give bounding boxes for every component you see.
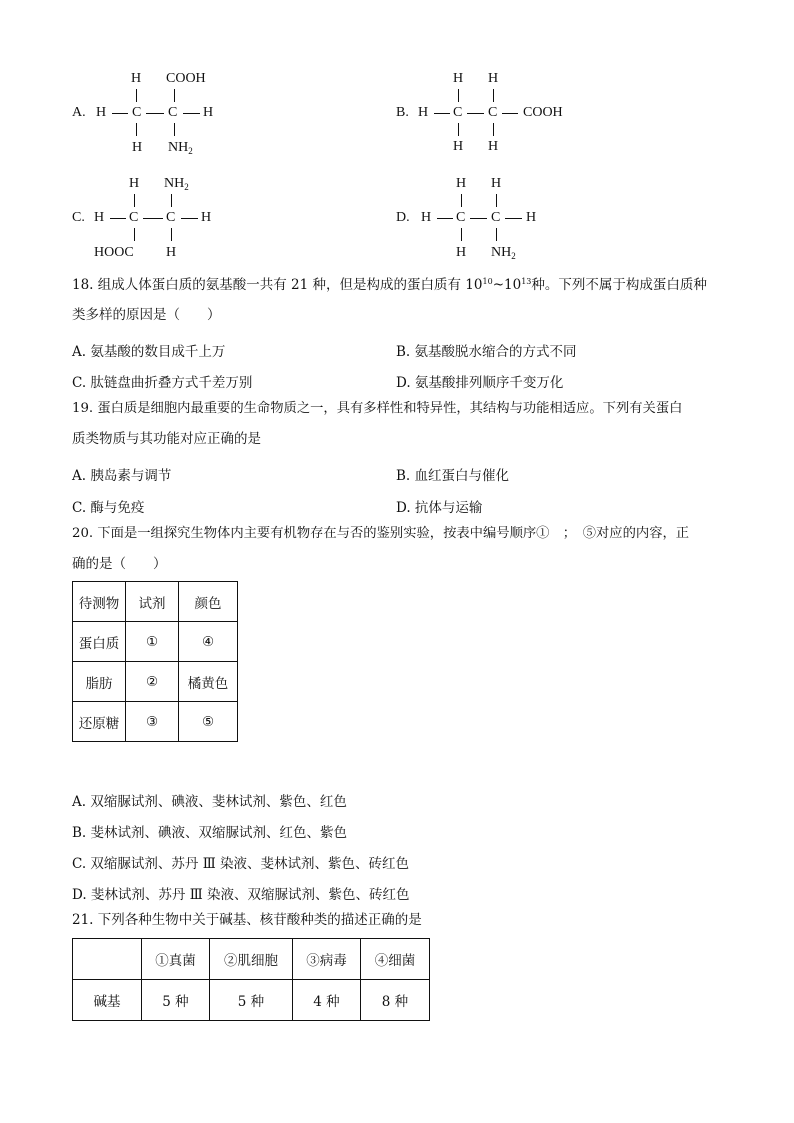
table-header-cell: ④细菌 <box>361 939 430 980</box>
table-cell: ③ <box>126 702 179 742</box>
table-header-cell <box>73 939 142 980</box>
group-hooc: HOOC <box>94 245 134 260</box>
atom-h: H <box>201 210 212 225</box>
atom-c: C <box>166 210 176 225</box>
q20-stem-line1: 20. 下面是一组探究生物体内主要有机物存在与否的鉴别实验，按表中编号顺序① ； ⑤对应的内容，正 <box>72 526 690 541</box>
q20-table <box>72 581 238 742</box>
option-b-label: B. <box>396 105 409 120</box>
q18-stem-line1: 18. 组成人体蛋白质的氨基酸一共有 21 种，但是构成的蛋白质有 $10^{10}\sim 10^{13}$种。下列不属于构成蛋白质种 <box>72 277 707 293</box>
table-cell: 碱基 <box>73 980 142 1021</box>
atom-h: H <box>456 245 467 260</box>
table-cell: ② <box>126 662 179 702</box>
atom-c: C <box>491 210 501 225</box>
atom-h: H <box>129 176 140 191</box>
table-cell: 还原糖 <box>73 702 126 742</box>
atom-c: C <box>488 105 498 120</box>
group-nh2: $NH_2$ <box>168 140 193 156</box>
q18-option-c[interactable]: C. 肽链盘曲折叠方式千差万别 <box>72 375 253 391</box>
atom-h: H <box>94 210 105 225</box>
atom-c: C <box>168 105 178 120</box>
q19-option-d[interactable]: D. 抗体与运输 <box>396 500 483 516</box>
option-d-label: D. <box>396 210 410 225</box>
atom-h: H <box>421 210 432 225</box>
q21-table <box>72 938 430 1021</box>
table-header-cell: ①真菌 <box>142 939 210 980</box>
table-cell: 橘黄色 <box>179 662 238 702</box>
q20-stem-line2: 确的是（ ） <box>72 556 167 572</box>
group-cooh: COOH <box>166 71 206 86</box>
atom-c: C <box>453 105 463 120</box>
table-header-row <box>73 939 430 980</box>
group-cooh: COOH <box>523 105 563 120</box>
atom-h: H <box>491 176 502 191</box>
atom-c: C <box>129 210 139 225</box>
atom-h: H <box>453 71 464 86</box>
q20-option-b[interactable]: B. 斐林试剂、碘液、双缩脲试剂、红色、紫色 <box>72 825 348 841</box>
table-header-cell: 待测物 <box>73 582 126 622</box>
table-header-cell: 颜色 <box>179 582 238 622</box>
table-header-cell: ②肌细胞 <box>210 939 293 980</box>
q19-option-c[interactable]: C. 酶与免疫 <box>72 500 145 516</box>
table-header-row <box>73 582 238 622</box>
q20-option-d[interactable]: D. 斐林试剂、苏丹 Ⅲ 染液、双缩脲试剂、紫色、砖红色 <box>72 887 410 903</box>
table-cell: 脂肪 <box>73 662 126 702</box>
table-cell: 4 种 <box>293 980 361 1021</box>
q19-stem-line1: 19. 蛋白质是细胞内最重要的生命物质之一，具有多样性和特异性，其结构与功能相适应。下列有关蛋白 <box>72 401 683 416</box>
group-nh2: $NH_2$ <box>491 245 516 261</box>
atom-h: H <box>132 140 143 155</box>
option-a-label: A. <box>72 105 86 120</box>
q17-option-d-structure[interactable] <box>396 173 566 265</box>
q19-option-a[interactable]: A. 胰岛素与调节 <box>72 468 172 484</box>
q21-stem-line1: 21. 下列各种生物中关于碱基、核苷酸种类的描述正确的是 <box>72 912 422 928</box>
q19-option-b[interactable]: B. 血红蛋白与催化 <box>396 468 510 484</box>
group-nh2: $NH_2$ <box>164 176 189 192</box>
table-cell: ④ <box>179 622 238 662</box>
table-cell: 5 种 <box>142 980 210 1021</box>
q17-option-c-structure[interactable] <box>72 173 242 265</box>
table-cell: 8 种 <box>361 980 430 1021</box>
table-cell: ① <box>126 622 179 662</box>
q20-option-c[interactable]: C. 双缩脲试剂、苏丹 Ⅲ 染液、斐林试剂、紫色、砖红色 <box>72 856 410 872</box>
q20-option-a[interactable]: A. 双缩脲试剂、碘液、斐林试剂、紫色、红色 <box>72 794 347 810</box>
option-c-label: C. <box>72 210 85 225</box>
table-row <box>73 980 430 1021</box>
atom-h: H <box>456 176 467 191</box>
q18-option-d[interactable]: D. 氨基酸排列顺序千变万化 <box>396 375 564 391</box>
q18-option-a[interactable]: A. 氨基酸的数目成千上万 <box>72 344 226 360</box>
q19-stem-line2: 质类物质与其功能对应正确的是 <box>72 431 261 447</box>
q18-stem-line2: 类多样的原因是（ ） <box>72 307 221 323</box>
table-cell: 5 种 <box>210 980 293 1021</box>
atom-c: C <box>456 210 466 225</box>
q17-option-b-structure[interactable] <box>396 68 596 160</box>
atom-h: H <box>488 139 499 154</box>
atom-h: H <box>166 245 177 260</box>
table-row <box>73 702 238 742</box>
table-row <box>73 662 238 702</box>
atom-h: H <box>453 139 464 154</box>
table-cell: 蛋白质 <box>73 622 126 662</box>
atom-h: H <box>418 105 429 120</box>
atom-h: H <box>131 71 142 86</box>
atom-h: H <box>526 210 537 225</box>
atom-h: H <box>488 71 499 86</box>
atom-c: C <box>132 105 142 120</box>
atom-h: H <box>96 105 107 120</box>
atom-h: H <box>203 105 214 120</box>
q17-option-a-structure[interactable] <box>72 68 242 160</box>
table-header-cell: ③病毒 <box>293 939 361 980</box>
table-header-cell: 试剂 <box>126 582 179 622</box>
table-row <box>73 622 238 662</box>
q18-option-b[interactable]: B. 氨基酸脱水缩合的方式不同 <box>396 344 577 360</box>
table-cell: ⑤ <box>179 702 238 742</box>
